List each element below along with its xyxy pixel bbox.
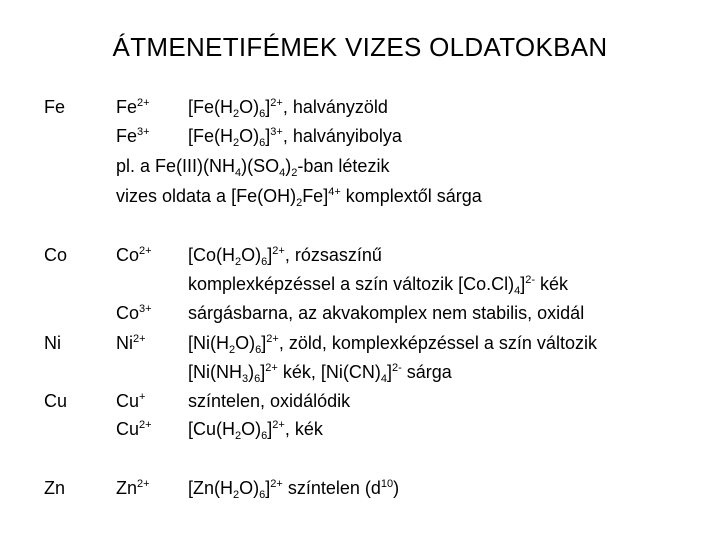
ion-co2: $Co^{2+}$ bbox=[116, 245, 152, 265]
fe-note-line2: vizes oldata a $[Fe(OH)_2Fe]^{4+}$ komplextől sárga bbox=[116, 186, 482, 209]
fe-note-line1: pl. a $Fe(III)(NH_4)(SO_4)_2$-ban létezik bbox=[116, 156, 390, 179]
co3-desc: sárgásbarna, az akvakomplex nem stabilis, oxidál bbox=[188, 303, 585, 323]
complex-co2: $[Co(H_2O)_6]^{2+}$, rózsaszínű bbox=[188, 245, 382, 268]
complex-fe2: $[Fe(H_2O)_6]^{2+}$, halványzöld bbox=[188, 97, 388, 120]
ion-ni2: $Ni^{2+}$ bbox=[116, 333, 146, 353]
element-co: Co bbox=[44, 245, 68, 265]
complex-ni2: $[Ni(H_2O)_6]^{2+}$, zöld, komplexképzéssel a szín változik bbox=[188, 333, 597, 356]
ion-cu1: Cu+ bbox=[116, 391, 146, 411]
ion-fe2: $Fe^{2+}$ bbox=[116, 97, 150, 117]
ion-cu2: $Cu^{2+}$ bbox=[116, 419, 152, 439]
cu1-desc: színtelen, oxidálódik bbox=[188, 391, 351, 411]
ion-fe3: $Fe^{3+}$ bbox=[116, 126, 150, 146]
element-zn: Zn bbox=[44, 478, 66, 498]
ion-co3: $Co^{3+}$ bbox=[116, 303, 152, 323]
element-fe: Fe bbox=[44, 97, 66, 117]
complex-cu2: $[Cu(H_2O)_6]^{2+}$, kék bbox=[188, 419, 323, 442]
element-cu: Cu bbox=[44, 391, 68, 411]
complex-fe3: $[Fe(H_2O)_6]^{3+}$, halványibolya bbox=[188, 126, 402, 149]
co-complex-note: komplexképzéssel a szín változik $[Co.Cl)_4]^{2-}$ kék bbox=[188, 274, 569, 297]
ni-complex-note: $[Ni(NH_3)_6]^{2+}$ kék, $[Ni(CN)_4]^{2-}$ sárga bbox=[188, 362, 452, 385]
slide-title: ÁTMENETIFÉMEK VIZES OLDATOKBAN bbox=[112, 32, 608, 62]
element-ni: Ni bbox=[44, 333, 61, 353]
ion-zn2: $Zn^{2+}$ bbox=[116, 478, 150, 498]
complex-zn2: $[Zn(H_2O)_6]^{2+}$ színtelen $(d^{10})$ bbox=[188, 478, 400, 501]
